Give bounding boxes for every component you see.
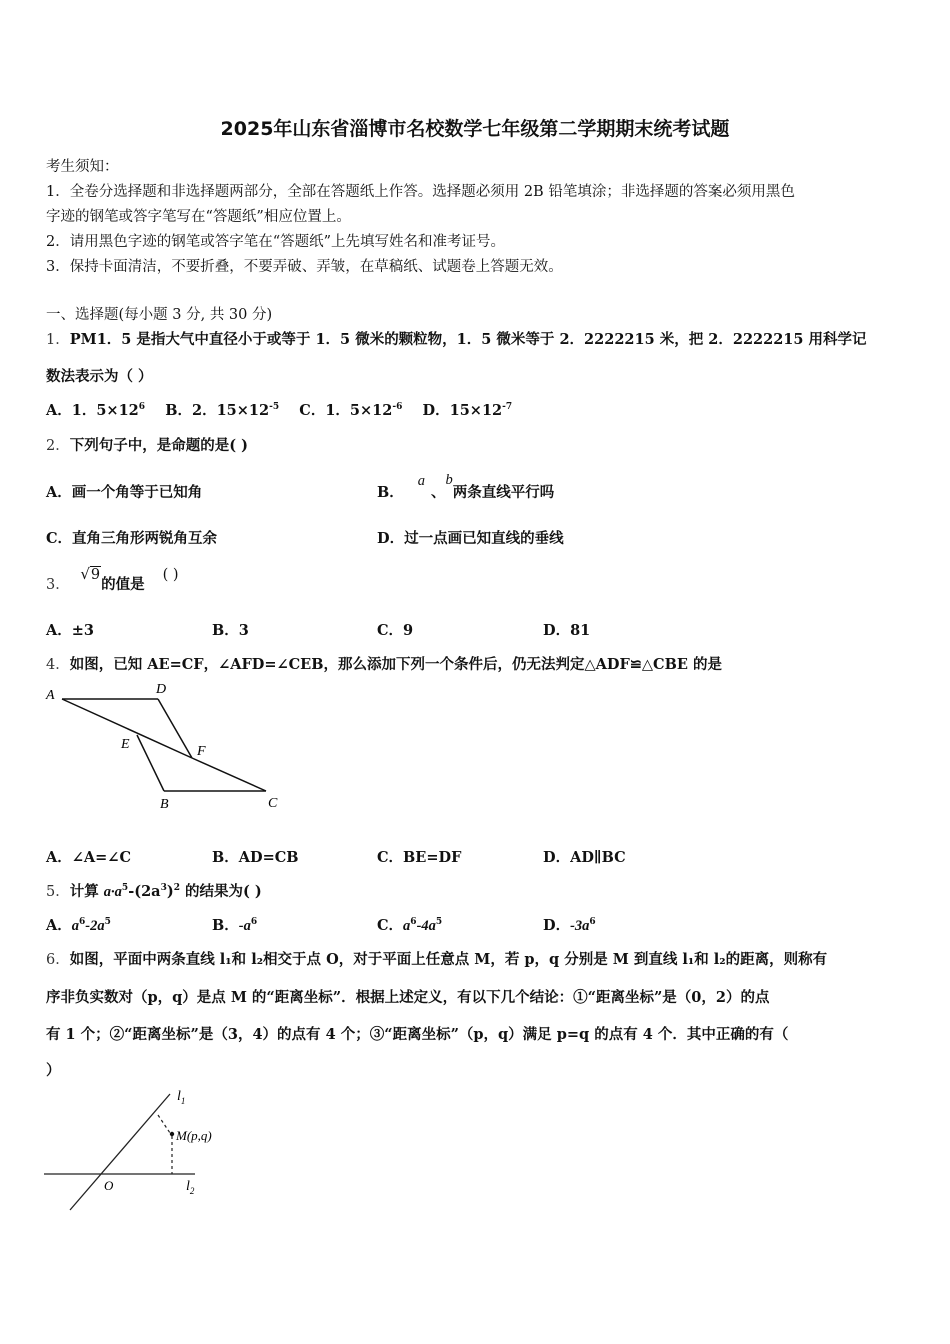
line-l1 <box>70 1094 170 1210</box>
question-3-option-b[interactable]: B．3 <box>212 622 249 639</box>
option-a[interactable]: A．1．$5\times 12^6$ <box>46 402 146 419</box>
question-4-option-c[interactable]: C．BE=DF <box>377 849 462 866</box>
notice-line-3: 3．保持卡面清洁，不要折叠，不要弄破、弄皱，在草稿纸、试题卷上答题无效。 <box>46 259 563 275</box>
label-o: O <box>104 1178 114 1193</box>
question-number: 2． <box>46 438 70 454</box>
segment-df <box>158 699 192 758</box>
question-2-option-d[interactable]: D．过一点画已知直线的垂线 <box>377 530 564 547</box>
option-d[interactable]: D．$15\times 12^{-7}$ <box>422 402 513 419</box>
question-number: 5． <box>46 884 70 900</box>
question-stem: PM1．5 是指大气中直径小于或等于 1．5 微米的颗粒物，1．5 微米等于 2．2222215 米，把 2．2222215 用科学记 <box>69 331 867 348</box>
sqrt-expression: √9 <box>80 565 101 583</box>
question-6-line-4: ） <box>46 1062 61 1079</box>
label-m: M(p,q) <box>176 1128 212 1143</box>
question-4-figure <box>40 678 290 818</box>
question-2-option-b[interactable]: B．a、b两条直线平行吗 <box>377 472 555 501</box>
perpendicular-to-l1 <box>158 1115 172 1136</box>
point-label-a: A <box>46 688 55 703</box>
question-5-option-c[interactable]: C．$a^6-4a^5$ <box>377 917 443 934</box>
section-heading: 一、选择题(每小题 3 分, 共 30 分) <box>46 307 273 323</box>
question-number: 6． <box>46 952 70 968</box>
question-6-line-3: 有 1 个；②“距离坐标”是（3，4）的点有 4 个；③“距离坐标”（p，q）满足 p=q 的点有 4 个．其中正确的有（ <box>46 1026 789 1043</box>
question-6-line-1: 6．如图，平面中两条直线 l₁和 l₂相交于点 O，对于平面上任意点 M，若 p，q 分别是 M 到直线 l₁和 l₂的距离，则称有 <box>46 951 828 968</box>
option-c[interactable]: C．1．$5\times 12^{-6}$ <box>299 402 403 419</box>
question-6-line-2: 序非负实数对（p，q）是点 M 的“距离坐标”．根据上述定义，有以下几个结论：①“距离坐标”是（0，2）的点 <box>46 989 770 1006</box>
question-number: 1． <box>46 332 70 348</box>
question-5-option-a[interactable]: A．$a^6-2a^5$ <box>46 917 111 934</box>
notice-line-1b: 字迹的钢笔或答字笔写在“答题纸”相应位置上。 <box>46 209 351 225</box>
question-1-line-2: 数法表示为（ ） <box>46 368 153 385</box>
option-b[interactable]: B．2．$15\times 12^{-5}$ <box>165 402 280 419</box>
point-m <box>170 1132 174 1136</box>
question-5-stem: 5．计算 $a\cdot a^5-(2a^3)^2$ 的结果为( ) <box>46 883 262 900</box>
question-2-option-a[interactable]: A．画一个角等于已知角 <box>46 484 203 501</box>
notice-line-1a: 1．全卷分选择题和非选择题两部分，全部在答题纸上作答。选择题必须用 2B 铅笔填涂；非选择题的答案必须用黑色 <box>46 184 795 200</box>
point-label-b: B <box>160 797 169 812</box>
label-l2: $l_2$ <box>186 1179 195 1196</box>
question-6-figure <box>40 1082 260 1217</box>
question-3-option-d[interactable]: D．81 <box>543 622 591 639</box>
question-5-option-d[interactable]: D．$-3a^6$ <box>543 917 596 934</box>
point-label-f: F <box>197 744 206 759</box>
notice-heading: 考生须知： <box>46 159 119 175</box>
point-label-d: D <box>156 682 167 697</box>
question-3-stem: 3． √9的值是( ) <box>46 565 179 593</box>
question-4-option-a[interactable]: A．∠A=∠C <box>46 849 131 866</box>
segment-fc <box>192 758 266 791</box>
question-4-option-d[interactable]: D．AD∥BC <box>543 849 626 866</box>
notice-line-2: 2．请用黑色字迹的钢笔或答字笔在“答题纸”上先填写姓名和准考证号。 <box>46 234 506 250</box>
page-title: 2025年山东省淄博市名校数学七年级第二学期期末统考试题 <box>220 118 730 140</box>
question-number: 3． <box>46 577 70 593</box>
question-2-option-c[interactable]: C．直角三角形两锐角互余 <box>46 530 218 547</box>
question-3-option-c[interactable]: C．9 <box>377 622 414 639</box>
question-3-option-a[interactable]: A．±3 <box>46 622 94 639</box>
question-1-line-1 <box>46 328 867 349</box>
point-label-c: C <box>268 796 278 811</box>
question-4-stem: 4．如图，已知 AE=CF，∠AFD=∠CEB，那么添加下列一个条件后，仍无法判定△ADF≌△CBE 的是 <box>46 656 722 673</box>
question-1-options <box>46 399 512 420</box>
question-2-stem: 2．下列句子中，是命题的是( ) <box>46 437 249 454</box>
question-5-option-b[interactable]: B．$-a^6$ <box>212 917 258 934</box>
point-label-e: E <box>121 737 130 752</box>
question-number: 4． <box>46 657 70 673</box>
question-4-option-b[interactable]: B．AD=CB <box>212 849 299 866</box>
label-l1: $l_1$ <box>177 1089 186 1106</box>
